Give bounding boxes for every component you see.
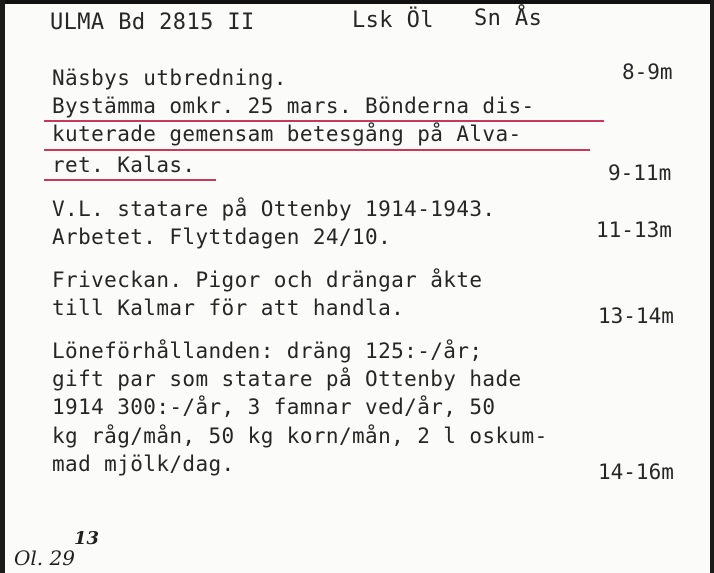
section2-line2: Arbetet. Flyttdagen 24/10. bbox=[52, 225, 392, 249]
section1-time2: 9-11m bbox=[608, 161, 672, 185]
card-edge-left bbox=[0, 0, 5, 573]
handwritten-note: Ol. 29 bbox=[14, 546, 75, 570]
section4-line4: kg råg/mån, 50 kg korn/mån, 2 l oskum- bbox=[52, 424, 548, 448]
section3-time: 13-14m bbox=[598, 304, 674, 328]
red-underline-1 bbox=[44, 120, 604, 122]
section3-line1: Friveckan. Pigor och drängar åkte bbox=[52, 268, 483, 292]
parish-code: Sn Ås bbox=[474, 6, 543, 31]
section4-line3: 1914 300:-/år, 3 famnar ved/år, 50 bbox=[52, 395, 496, 419]
section1-line1: Näsbys utbredning. bbox=[52, 66, 287, 90]
section1-line3: kuterade gemensam betesgång på Alva- bbox=[52, 122, 522, 146]
section4-time: 14-16m bbox=[598, 460, 674, 484]
section2-line1: V.L. statare på Ottenby 1914-1943. bbox=[52, 197, 496, 221]
card-edge-top bbox=[0, 0, 714, 4]
archive-reference: ULMA Bd 2815 II bbox=[50, 10, 255, 35]
section1-line2: Bystämma omkr. 25 mars. Bönderna dis- bbox=[52, 94, 535, 118]
red-underline-2 bbox=[44, 149, 590, 151]
section1-time1: 8-9m bbox=[622, 60, 673, 84]
section3-line2: till Kalmar för att handla. bbox=[52, 296, 405, 320]
region-code: Lsk Öl bbox=[352, 8, 434, 33]
card-edge-right bbox=[710, 0, 714, 573]
section4-line5: mad mjölk/dag. bbox=[52, 452, 235, 476]
section1-line4: ret. Kalas. bbox=[52, 153, 196, 177]
section4-line1: Löneförhållanden: dräng 125:-/år; bbox=[52, 339, 483, 363]
handwritten-number: 13 bbox=[74, 528, 100, 549]
red-underline-3 bbox=[44, 179, 216, 181]
section2-time: 11-13m bbox=[596, 218, 672, 242]
section4-line2: gift par som statare på Ottenby hade bbox=[52, 367, 522, 391]
